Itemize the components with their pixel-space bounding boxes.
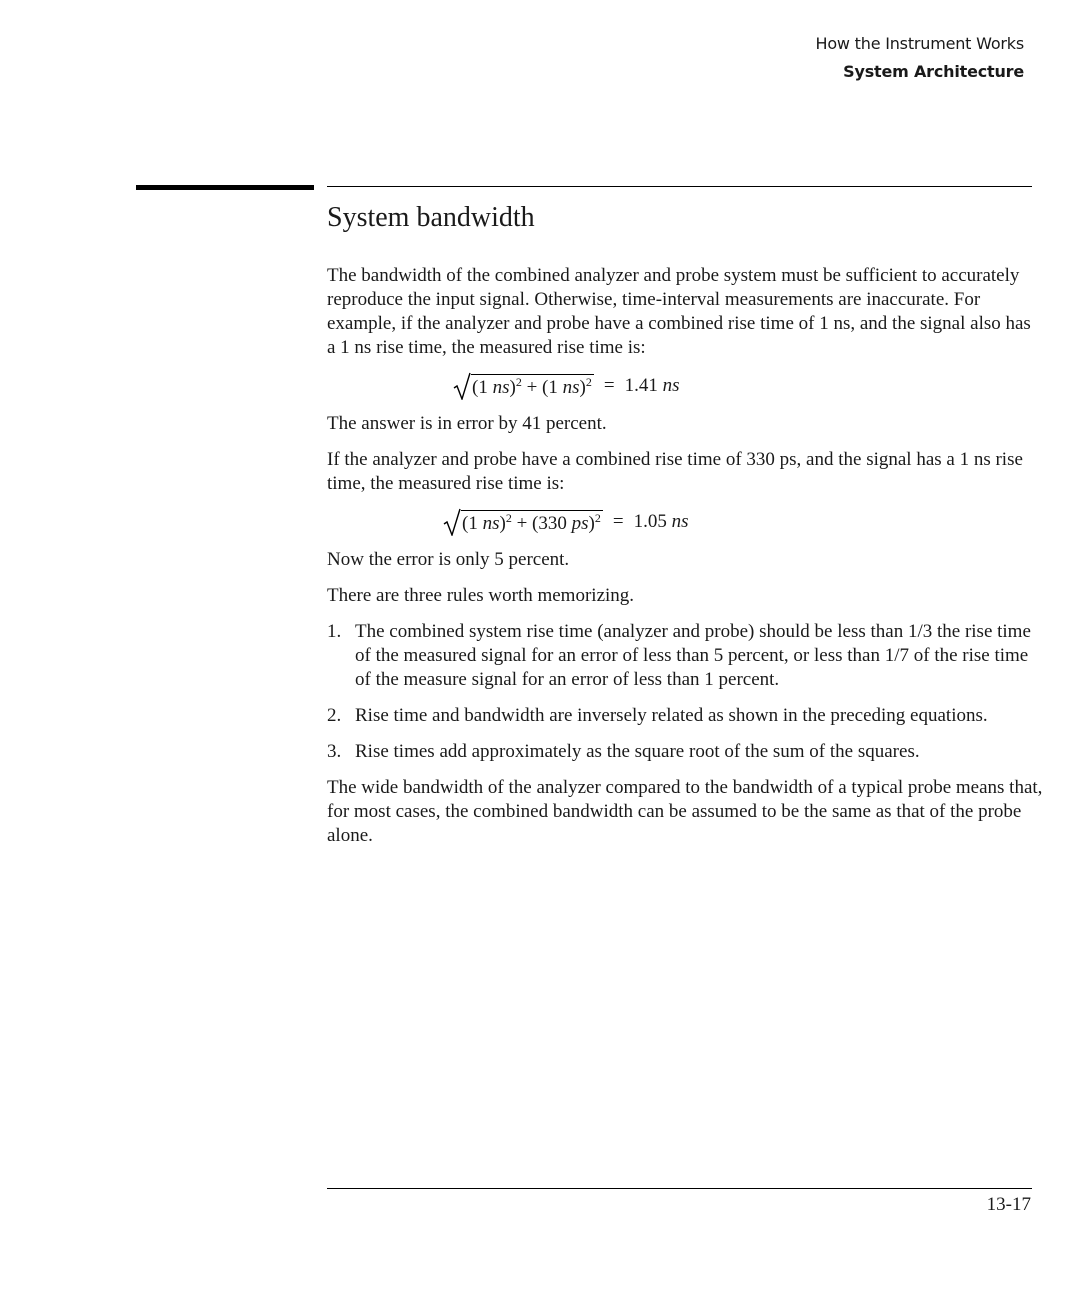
list-text: Rise times add approximately as the square root of the sum of the squares. — [355, 741, 920, 762]
list-number: 3. — [327, 741, 342, 762]
eq2-term1-close: ) — [499, 513, 506, 534]
rules-list — [327, 620, 1043, 764]
eq1-exponent-1: 2 — [515, 375, 522, 389]
eq2-exponent-1: 2 — [505, 511, 512, 525]
page-number: 13-17 — [986, 1194, 1031, 1215]
eq2-result-unit: ns — [671, 511, 689, 532]
eq1-term1-value: (1 — [472, 377, 493, 398]
running-head — [815, 30, 1024, 86]
eq1-term1-unit: ns — [492, 377, 510, 398]
eq1-term2-value: (1 — [542, 377, 563, 398]
chapter-title: How the Instrument Works — [815, 34, 1024, 53]
eq2-term2-unit: ps — [571, 513, 589, 534]
list-text: The combined system rise time (analyzer and probe) should be less than 1/3 the rise time of the measured signal for an error of less than 5 percent, or less than 1/7 of the rise time of the measure signal for an error of less than 1 percent. — [355, 621, 1031, 690]
eq2-term1-value: (1 — [462, 513, 483, 534]
equation-2 — [327, 508, 1043, 536]
equation-1 — [327, 372, 1043, 400]
radical-sign-icon — [443, 508, 461, 536]
error-paragraph-1: The answer is in error by 41 percent. — [327, 413, 607, 434]
eq2-result: 1.05 — [633, 511, 672, 532]
eq1-result: 1.41 — [624, 375, 663, 396]
radicand — [471, 374, 594, 400]
radical-sign-icon — [453, 372, 471, 400]
eq2-equals: = — [612, 511, 624, 532]
square-root — [443, 508, 603, 536]
list-number: 2. — [327, 705, 342, 726]
eq1-plus: + — [521, 377, 543, 398]
eq1-term1-close: ) — [509, 377, 516, 398]
thick-divider — [136, 185, 314, 190]
intro-paragraph: The bandwidth of the combined analyzer and probe system must be sufficient to accurately reproduce the input signal. Otherwise, time-interval measurements are inaccurate. For example, if the analyzer and probe have a combined rise time of 1 ns, and the signal also has a 1 ns rise time, the measured rise time is: — [327, 265, 1031, 358]
eq1-result-unit: ns — [662, 375, 680, 396]
radicand — [461, 510, 603, 536]
eq2-term1-unit: ns — [482, 513, 500, 534]
square-root — [453, 372, 594, 400]
eq2-term2-value: (330 — [532, 513, 572, 534]
eq1-term2-unit: ns — [562, 377, 580, 398]
page-title: System bandwidth — [327, 202, 535, 233]
list-number: 1. — [327, 621, 342, 642]
eq1-term2-close: ) — [579, 377, 586, 398]
thin-divider — [327, 186, 1032, 187]
main-content — [327, 200, 1043, 860]
second-paragraph: If the analyzer and probe have a combined rise time of 330 ps, and the signal has a 1 ns rise time, the measured rise time is: — [327, 449, 1023, 494]
error-paragraph-2: Now the error is only 5 percent. — [327, 549, 570, 570]
eq2-exponent-2: 2 — [594, 511, 601, 525]
list-item — [327, 704, 1043, 728]
eq2-term2-close: ) — [588, 513, 595, 534]
list-item — [327, 740, 1043, 764]
footer-divider — [327, 1188, 1032, 1189]
closing-paragraph: The wide bandwidth of the analyzer compared to the bandwidth of a typical probe means that, for most cases, the combined bandwidth can be assumed to be the same as that of the probe alone. — [327, 777, 1043, 846]
eq1-equals: = — [603, 375, 615, 396]
rules-intro: There are three rules worth memorizing. — [327, 585, 635, 606]
section-heading: System Architecture — [843, 62, 1024, 81]
eq2-plus: + — [511, 513, 533, 534]
list-text: Rise time and bandwidth are inversely related as shown in the preceding equations. — [355, 705, 988, 726]
list-item — [327, 620, 1043, 692]
eq1-exponent-2: 2 — [585, 375, 592, 389]
